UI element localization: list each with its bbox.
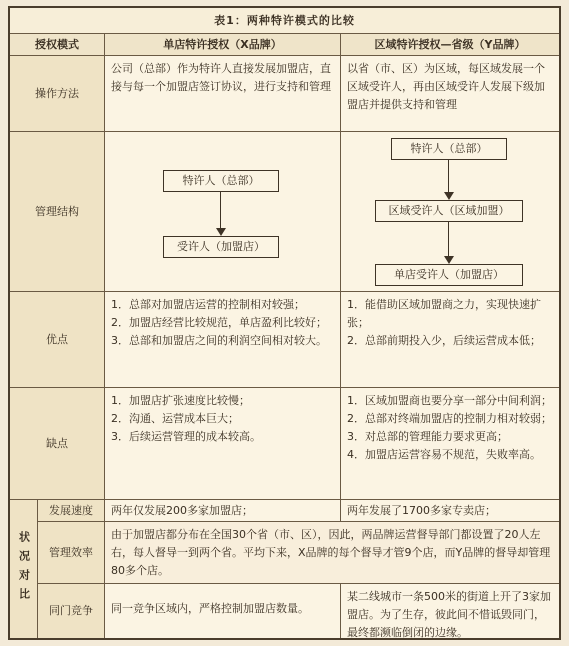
row-label-disadvantages: 缺点 [10, 388, 105, 500]
structure-regional-diagram [341, 132, 559, 292]
list-item: 3．后续运营管理的成本较高。 [111, 430, 261, 443]
competition-single: 同一竞争区域内，严格控制加盟店数量。 [105, 584, 341, 638]
comparison-table [8, 6, 561, 640]
row-label-speed: 发展速度 [38, 500, 105, 522]
list-item: 2．加盟店经营比较规范，单店盈利比较好； [111, 316, 327, 329]
arrow-down-icon [444, 256, 454, 264]
arrow-down-icon [216, 228, 226, 236]
regional-franchisor-box: 特许人（总部） [391, 138, 507, 160]
speed-regional: 两年发展了1700多家专卖店； [341, 500, 559, 522]
advantages-regional [341, 292, 559, 388]
table-title: 表1：两种特许模式的比较 [10, 8, 559, 34]
competition-regional: 某二线城市一条500米的街道上开了3家加盟店。为了生存，彼此间不惜诋毁同门，最终都濒临倒闭的边缘。 [347, 590, 551, 638]
speed-single: 两年仅发展200多家加盟店； [105, 500, 341, 522]
header-single-store: 单店特许授权（X品牌） [105, 34, 341, 56]
list-item: 2．沟通、运营成本巨大； [111, 412, 239, 425]
row-label-comparison [10, 500, 38, 638]
list-item: 1．总部对加盟店运营的控制相对较强； [111, 298, 305, 311]
list-item: 1．区域加盟商也要分享一部分中间利润； [347, 394, 552, 407]
list-item: 3．对总部的管理能力要求更高； [347, 430, 508, 443]
disadvantages-regional [341, 388, 559, 500]
arrow-down-icon [444, 192, 454, 200]
regional-franchisee-box: 区域受许人（区域加盟） [375, 200, 523, 222]
franchisor-box: 特许人（总部） [163, 170, 279, 192]
list-item: 1．加盟店扩张速度比较慢； [111, 394, 250, 407]
row-label-efficiency: 管理效率 [38, 522, 105, 584]
header-mode: 授权模式 [10, 34, 105, 56]
list-item: 4．加盟店运营容易不规范，失败率高。 [347, 448, 541, 461]
row-label-structure: 管理结构 [10, 132, 105, 292]
row-label-advantages: 优点 [10, 292, 105, 388]
list-item: 2．总部对终端加盟店的控制力相对较弱； [347, 412, 552, 425]
comparison-group-label: 状况对比 [17, 531, 31, 607]
efficiency-text: 由于加盟店都分布在全国30个省（市、区），因此，两品牌运营督导部门都设置了20人左右，每人督导一到两个省。平均下来，X品牌的每个督导才管9个店，而Y品牌的督导却管理80多个店。 [105, 522, 559, 584]
row-label-competition: 同门竞争 [38, 584, 105, 638]
arrow-line [220, 192, 221, 228]
franchisee-box: 受许人（加盟店） [163, 236, 279, 258]
disadvantages-single [105, 388, 341, 500]
advantages-single [105, 292, 341, 388]
operation-single: 公司（总部）作为特许人直接发展加盟店，直接与每一个加盟店签订协议，进行支持和管理 [105, 56, 341, 132]
arrow-line [448, 222, 449, 256]
list-item: 1．能借助区域加盟商之力，实现快速扩张； [347, 298, 541, 329]
store-franchisee-box: 单店受许人（加盟店） [375, 264, 523, 286]
operation-regional: 以省（市、区）为区域，每区域发展一个区域受许人，再由区域受许人发展下级加盟店并提供支持和管理 [341, 56, 559, 132]
structure-single-diagram [105, 132, 341, 292]
row-label-operation: 操作方法 [10, 56, 105, 132]
header-regional: 区域特许授权—省级（Y品牌） [341, 34, 559, 56]
arrow-line [448, 160, 449, 192]
list-item: 3．总部和加盟店之间的利润空间相对较大。 [111, 334, 327, 347]
list-item: 2．总部前期投入少，后续运营成本低； [347, 334, 541, 347]
